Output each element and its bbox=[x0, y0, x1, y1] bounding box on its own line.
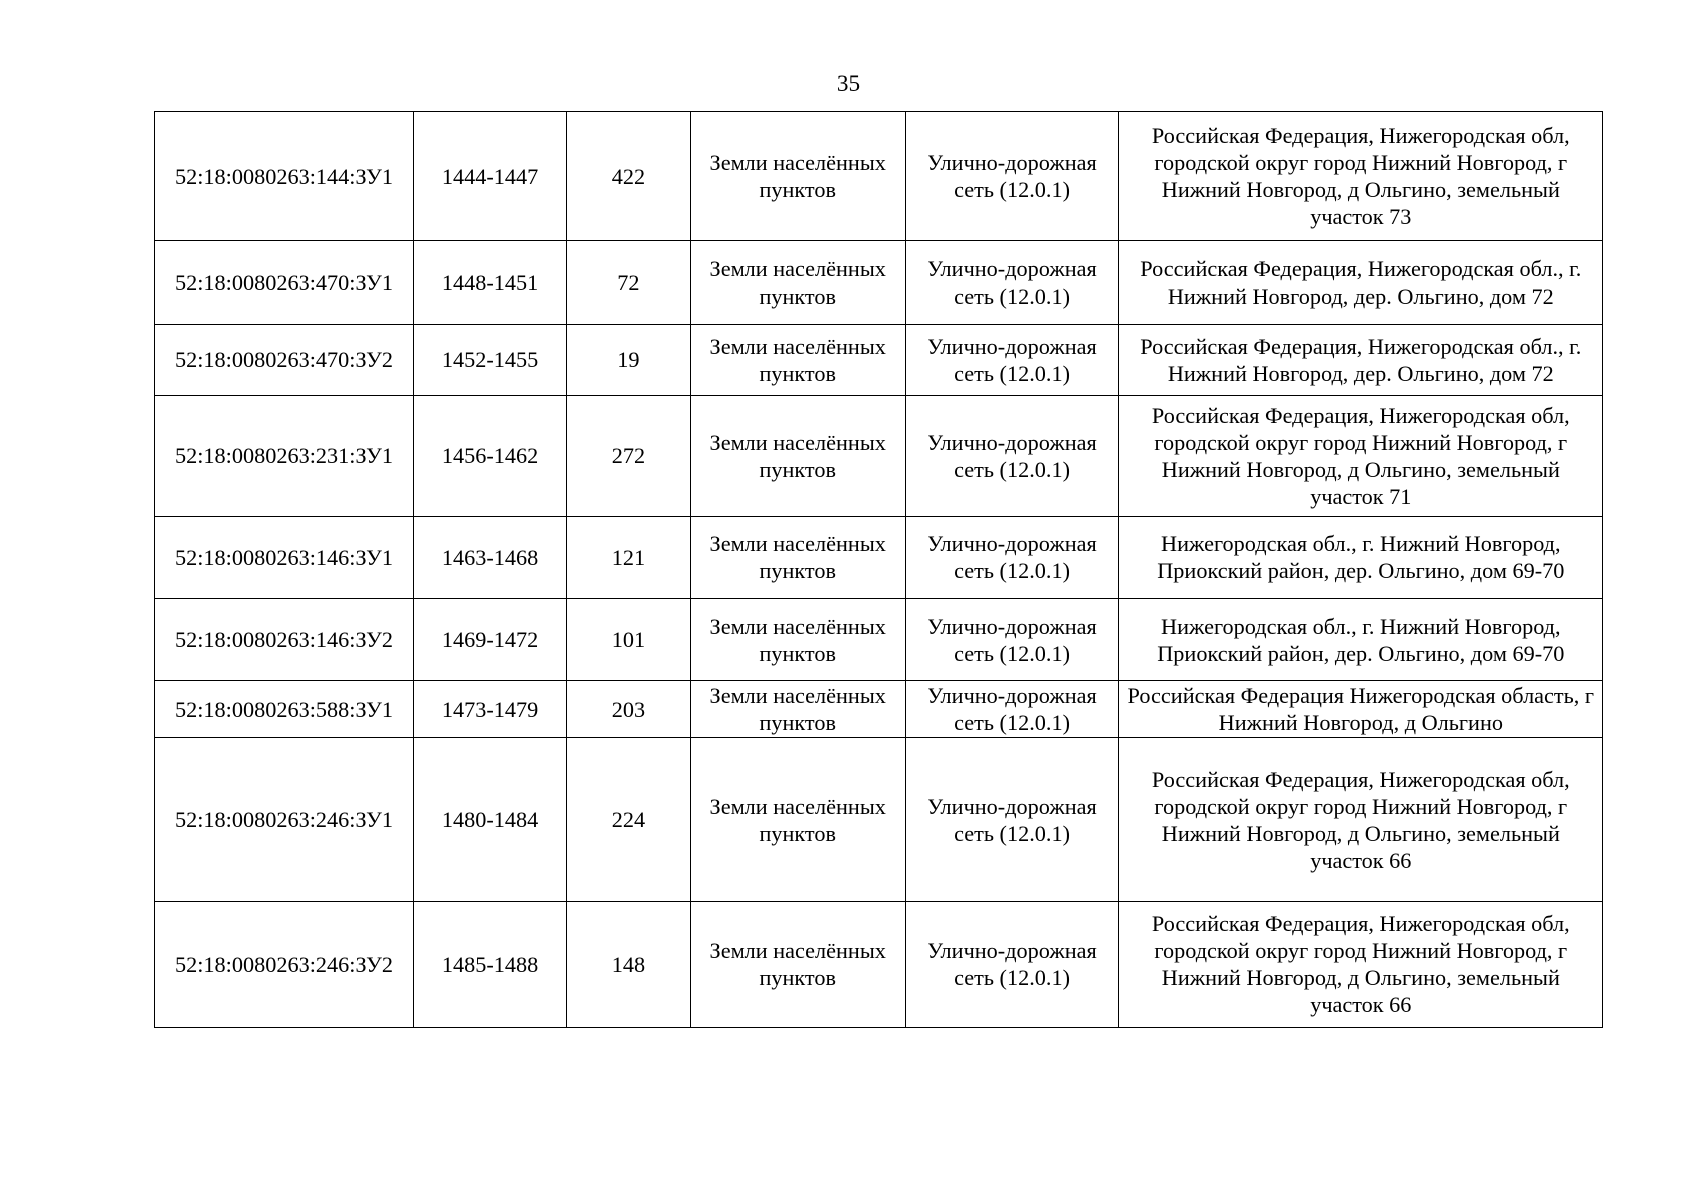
permitted-use-cell: Улично-дорожная сеть (12.0.1) bbox=[905, 325, 1119, 396]
boundary-points-cell: 1448-1451 bbox=[414, 240, 567, 324]
land-category-cell: Земли населённых пунктов bbox=[690, 112, 905, 241]
address-cell: Российская Федерация, Нижегородская обл., г. Нижний Новгород, дер. Ольгино, дом 72 bbox=[1119, 240, 1603, 324]
boundary-points-cell: 1452-1455 bbox=[414, 325, 567, 396]
cadastral-number-cell: 52:18:0080263:246:ЗУ1 bbox=[154, 738, 413, 902]
address-cell: Российская Федерация, Нижегородская обл, городской округ город Нижний Новгород, г Нижний Новгород, д Ольгино, земельный участок 66 bbox=[1119, 738, 1603, 902]
address-cell: Российская Федерация, Нижегородская обл, городской округ город Нижний Новгород, г Нижний Новгород, д Ольгино, земельный участок 71 bbox=[1119, 395, 1603, 516]
table-row bbox=[154, 599, 1602, 681]
table-row bbox=[154, 325, 1602, 396]
land-category-cell: Земли населённых пунктов bbox=[690, 240, 905, 324]
cadastral-number-cell: 52:18:0080263:470:ЗУ2 bbox=[154, 325, 413, 396]
boundary-points-cell: 1463-1468 bbox=[414, 516, 567, 598]
area-cell: 72 bbox=[567, 240, 691, 324]
permitted-use-cell: Улично-дорожная сеть (12.0.1) bbox=[905, 395, 1119, 516]
boundary-points-cell: 1456-1462 bbox=[414, 395, 567, 516]
land-category-cell: Земли населённых пунктов bbox=[690, 681, 905, 738]
cadastral-number-cell: 52:18:0080263:144:ЗУ1 bbox=[154, 112, 413, 241]
permitted-use-cell: Улично-дорожная сеть (12.0.1) bbox=[905, 738, 1119, 902]
land-category-cell: Земли населённых пунктов bbox=[690, 516, 905, 598]
address-cell: Нижегородская обл., г. Нижний Новгород, Приокский район, дер. Ольгино, дом 69-70 bbox=[1119, 516, 1603, 598]
address-cell: Российская Федерация Нижегородская область, г Нижний Новгород, д Ольгино bbox=[1119, 681, 1603, 738]
cadastral-number-cell: 52:18:0080263:470:ЗУ1 bbox=[154, 240, 413, 324]
boundary-points-cell: 1469-1472 bbox=[414, 599, 567, 681]
cadastral-number-cell: 52:18:0080263:246:ЗУ2 bbox=[154, 901, 413, 1027]
permitted-use-cell: Улично-дорожная сеть (12.0.1) bbox=[905, 599, 1119, 681]
parcels-table bbox=[154, 111, 1603, 1028]
land-category-cell: Земли населённых пунктов bbox=[690, 325, 905, 396]
boundary-points-cell: 1485-1488 bbox=[414, 901, 567, 1027]
permitted-use-cell: Улично-дорожная сеть (12.0.1) bbox=[905, 901, 1119, 1027]
address-cell: Российская Федерация, Нижегородская обл., г. Нижний Новгород, дер. Ольгино, дом 72 bbox=[1119, 325, 1603, 396]
area-cell: 101 bbox=[567, 599, 691, 681]
area-cell: 203 bbox=[567, 681, 691, 738]
cadastral-number-cell: 52:18:0080263:588:ЗУ1 bbox=[154, 681, 413, 738]
land-category-cell: Земли населённых пунктов bbox=[690, 738, 905, 902]
permitted-use-cell: Улично-дорожная сеть (12.0.1) bbox=[905, 681, 1119, 738]
table-row bbox=[154, 395, 1602, 516]
table-row bbox=[154, 901, 1602, 1027]
area-cell: 19 bbox=[567, 325, 691, 396]
area-cell: 148 bbox=[567, 901, 691, 1027]
address-cell: Российская Федерация, Нижегородская обл, городской округ город Нижний Новгород, г Нижний Новгород, д Ольгино, земельный участок 66 bbox=[1119, 901, 1603, 1027]
land-category-cell: Земли населённых пунктов bbox=[690, 395, 905, 516]
boundary-points-cell: 1480-1484 bbox=[414, 738, 567, 902]
area-cell: 422 bbox=[567, 112, 691, 241]
permitted-use-cell: Улично-дорожная сеть (12.0.1) bbox=[905, 240, 1119, 324]
permitted-use-cell: Улично-дорожная сеть (12.0.1) bbox=[905, 516, 1119, 598]
table-row bbox=[154, 681, 1602, 738]
area-cell: 121 bbox=[567, 516, 691, 598]
table-row bbox=[154, 112, 1602, 241]
page-number: 35 bbox=[836, 70, 861, 97]
table-row bbox=[154, 738, 1602, 902]
table-row bbox=[154, 240, 1602, 324]
area-cell: 272 bbox=[567, 395, 691, 516]
permitted-use-cell: Улично-дорожная сеть (12.0.1) bbox=[905, 112, 1119, 241]
table-row bbox=[154, 516, 1602, 598]
boundary-points-cell: 1444-1447 bbox=[414, 112, 567, 241]
cadastral-number-cell: 52:18:0080263:231:ЗУ1 bbox=[154, 395, 413, 516]
cadastral-number-cell: 52:18:0080263:146:ЗУ2 bbox=[154, 599, 413, 681]
area-cell: 224 bbox=[567, 738, 691, 902]
address-cell: Нижегородская обл., г. Нижний Новгород, Приокский район, дер. Ольгино, дом 69-70 bbox=[1119, 599, 1603, 681]
address-cell: Российская Федерация, Нижегородская обл, городской округ город Нижний Новгород, г Нижний Новгород, д Ольгино, земельный участок 73 bbox=[1119, 112, 1603, 241]
land-category-cell: Земли населённых пунктов bbox=[690, 901, 905, 1027]
boundary-points-cell: 1473-1479 bbox=[414, 681, 567, 738]
cadastral-number-cell: 52:18:0080263:146:ЗУ1 bbox=[154, 516, 413, 598]
land-category-cell: Земли населённых пунктов bbox=[690, 599, 905, 681]
